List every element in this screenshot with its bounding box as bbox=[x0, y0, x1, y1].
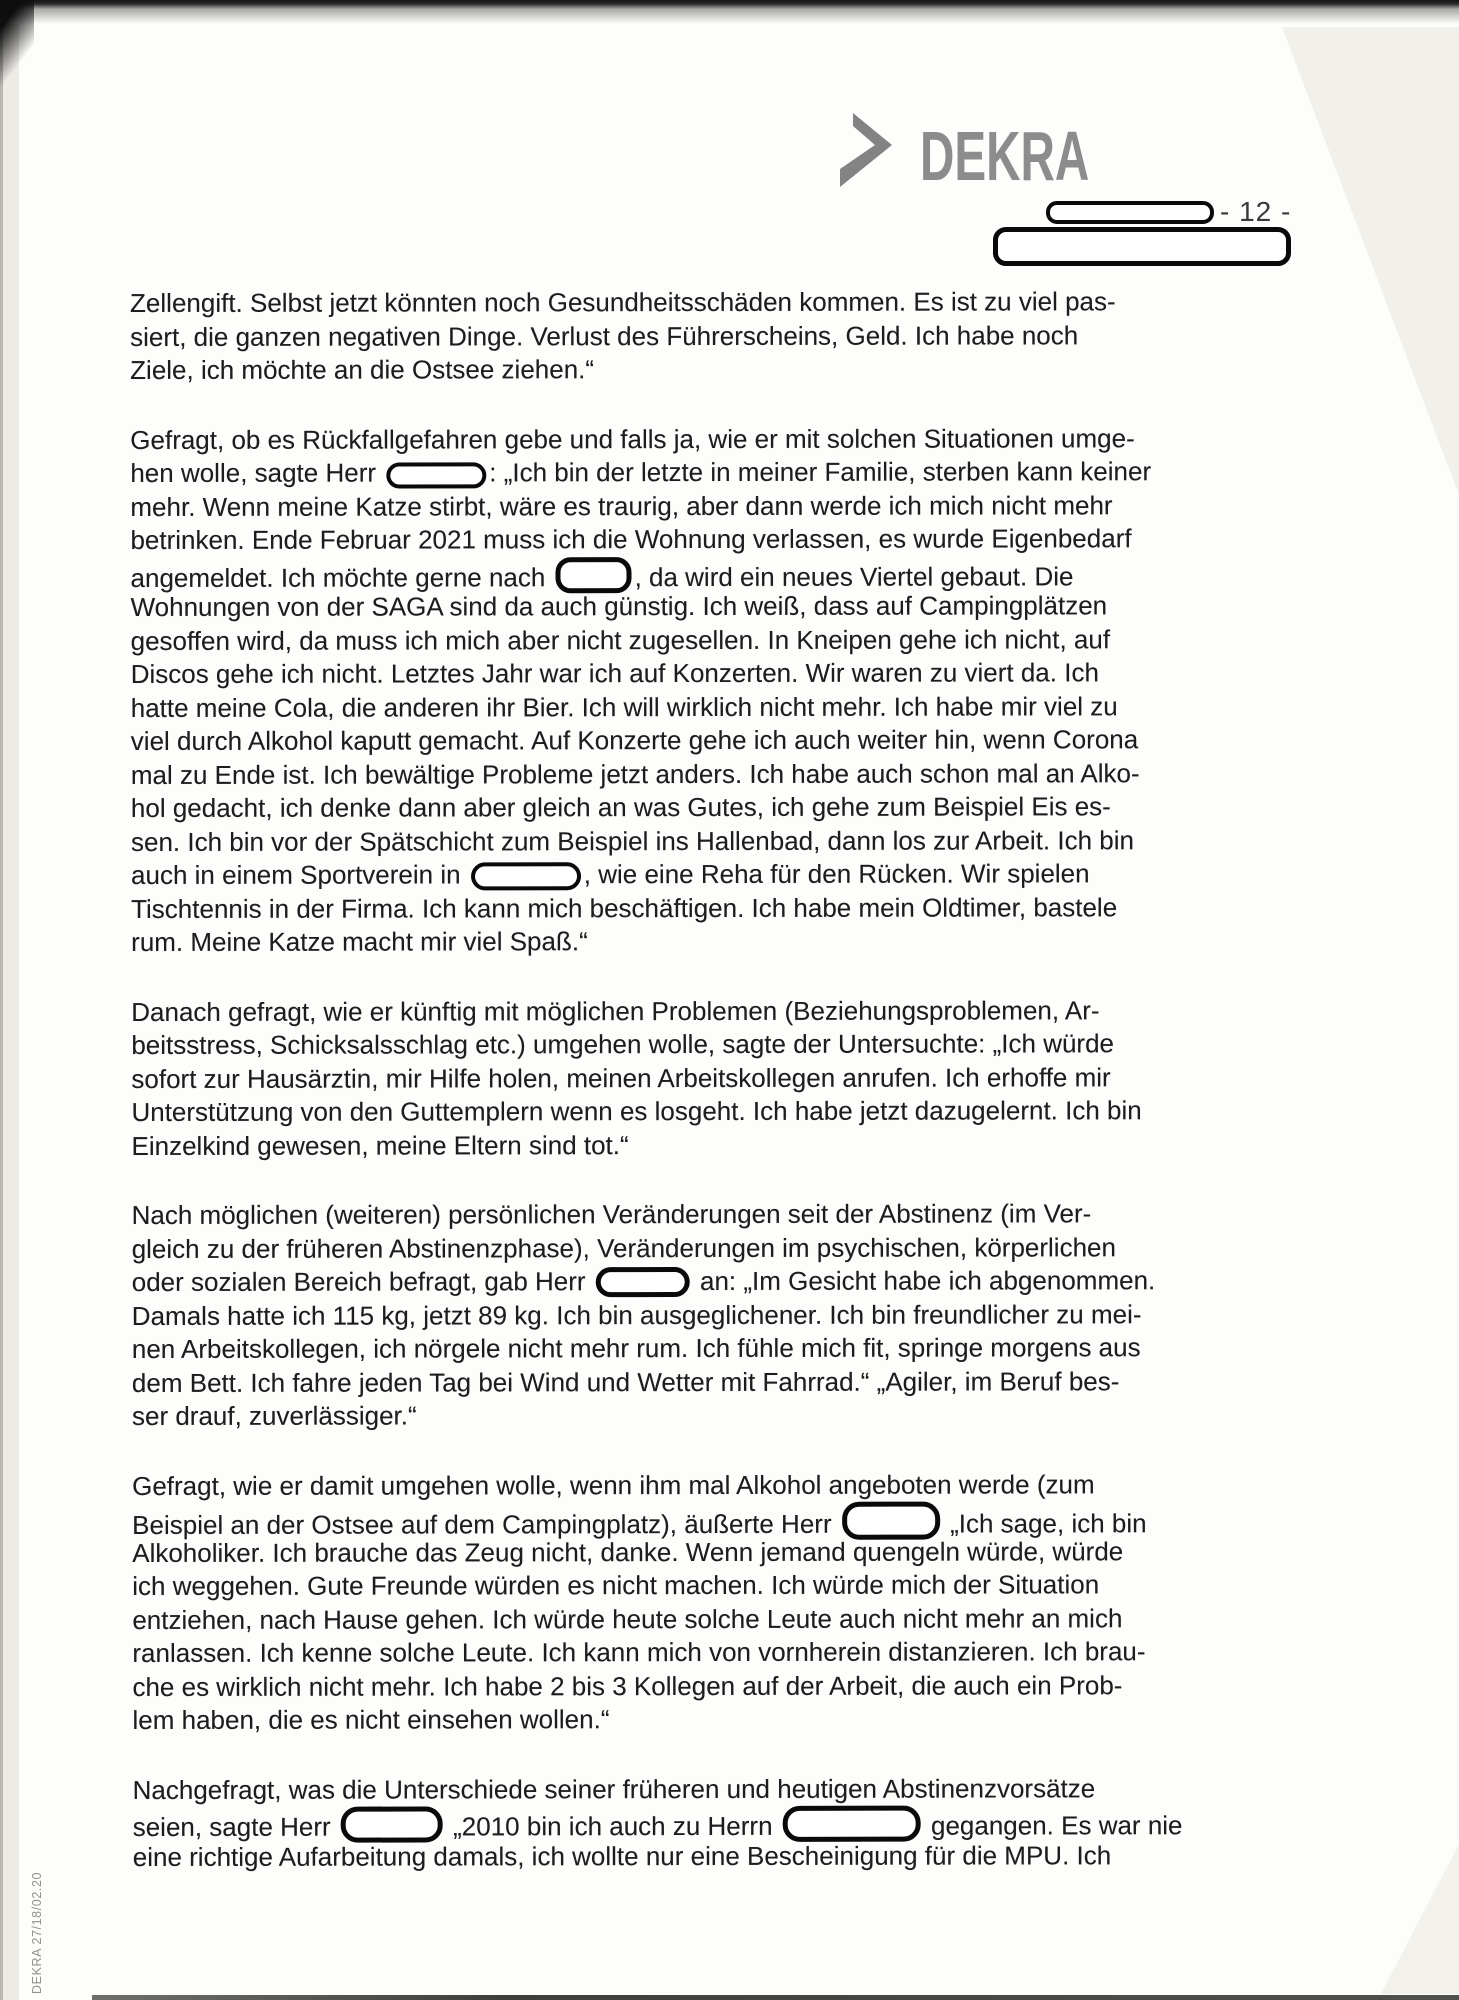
dekra-arrow-icon bbox=[838, 113, 896, 187]
dekra-logo bbox=[838, 113, 1098, 193]
text-segment: : „Ich bin der letzte in meiner Familie, sterben kann keiner bbox=[489, 456, 1152, 488]
text-line bbox=[132, 1331, 1352, 1367]
text-segment: dem Bett. Ich fahre jeden Tag bei Wind und Wetter mit Fahrrad.“ „Agiler, im Beruf bes- bbox=[131, 1365, 1120, 1398]
text-line bbox=[131, 756, 1351, 792]
text-line bbox=[132, 1264, 1352, 1300]
scan-corner-top-left bbox=[0, 0, 34, 100]
redaction-box bbox=[842, 1502, 940, 1540]
text-segment: auch in einem Sportverein in bbox=[131, 859, 468, 890]
document-body bbox=[130, 285, 1353, 1910]
text-segment: nen Arbeitskollegen, ich nörgele nicht mehr rum. Ich fühle mich fit, springe morgens aus bbox=[131, 1332, 1141, 1364]
text-line bbox=[130, 522, 1350, 558]
redaction-box bbox=[993, 227, 1291, 266]
text-line bbox=[131, 622, 1351, 658]
scan-edge-left-line bbox=[0, 0, 3, 2000]
text-line bbox=[132, 1501, 1352, 1540]
text-line bbox=[131, 890, 1351, 926]
redaction-box bbox=[556, 557, 632, 593]
text-segment: , wie eine Reha für den Rücken. Wir spielen bbox=[583, 858, 1090, 890]
text-line bbox=[132, 1635, 1352, 1671]
text-segment: „Ich sage, ich bin bbox=[942, 1508, 1147, 1539]
text-segment: ich weggehen. Gute Freunde würden es nicht machen. Ich würde mich der Situation bbox=[132, 1569, 1100, 1601]
text-segment: „2010 bin ich auch zu Herrn bbox=[445, 1810, 780, 1842]
text-segment: betrinken. Ende Februar 2021 muss ich die Wohnung verlassen, es wurde Eigenbedarf bbox=[130, 523, 1132, 555]
text-segment: Unterstützung von den Guttemplern wenn es losgeht. Ich habe jetzt dazugelernt. Ich bin bbox=[131, 1095, 1142, 1127]
text-segment: sen. Ich bin vor der Spätschicht zum Beispiel ins Hallenbad, dann los zur Arbeit. Ich bin bbox=[130, 824, 1134, 857]
text-segment: Beispiel an der Ostsee auf dem Campingplatz), äußerte Herr bbox=[132, 1508, 839, 1540]
text-segment: Gefragt, wie er damit umgehen wolle, wenn ihm mal Alkohol angeboten werde (zum bbox=[132, 1468, 1095, 1501]
text-segment: che es wirklich nicht mehr. Ich habe 2 bis 3 Kollegen auf der Arbeit, die auch ein Prob- bbox=[132, 1669, 1123, 1702]
text-line bbox=[132, 1668, 1352, 1704]
text-segment: Ziele, ich möchte an die Ostsee ziehen.“ bbox=[130, 354, 595, 385]
brand-text: DEKRA bbox=[920, 117, 1090, 195]
text-segment: Wohnungen von der SAGA sind da auch günstig. Ich weiß, dass auf Campingplätzen bbox=[130, 590, 1108, 622]
text-segment: hol gedacht, ich denke dann aber gleich an was Gutes, ich gehe zum Beispiel Eis es- bbox=[130, 791, 1111, 823]
text-line bbox=[132, 1398, 1352, 1434]
paragraph bbox=[133, 1771, 1353, 1874]
text-line bbox=[132, 1297, 1352, 1333]
text-segment: , da wird ein neues Viertel gebaut. Die bbox=[634, 560, 1074, 592]
text-line bbox=[133, 1771, 1353, 1807]
text-segment: Damals hatte ich 115 kg, jetzt 89 kg. Ich bin ausgeglichener. Ich bin freundlicher zu mei- bbox=[131, 1298, 1142, 1331]
text-line bbox=[132, 1364, 1352, 1400]
text-line bbox=[131, 1027, 1351, 1063]
text-line bbox=[132, 1467, 1352, 1503]
text-segment: hatte meine Cola, die anderen ihr Bier. Ich will wirklich nicht mehr. Ich habe mir viel zu bbox=[130, 690, 1118, 723]
text-segment: Discos gehe ich nicht. Letztes Jahr war ich auf Konzerten. Wir waren zu viert da. Ich bbox=[130, 657, 1099, 689]
text-line bbox=[131, 823, 1351, 859]
text-line bbox=[132, 1197, 1352, 1233]
text-segment: an: „Im Gesicht habe ich abgenommen. bbox=[692, 1265, 1156, 1297]
text-segment: rum. Meine Katze macht mir viel Spaß.“ bbox=[131, 926, 588, 957]
text-line bbox=[130, 488, 1350, 524]
text-line bbox=[132, 1601, 1352, 1637]
text-segment: mal zu Ende ist. Ich bewältige Probleme jetzt anders. Ich habe auch schon mal an Alko- bbox=[130, 757, 1140, 790]
redaction-box bbox=[386, 462, 486, 488]
text-segment: Nach möglichen (weiteren) persönlichen Veränderungen seit der Abstinenz (im Ver- bbox=[131, 1198, 1092, 1230]
text-segment: Tischtennis in der Firma. Ich kann mich beschäftigen. Ich habe mein Oldtimer, bastele bbox=[131, 891, 1118, 924]
scan-edge-bottom bbox=[92, 1995, 1459, 2000]
text-segment: gegangen. Es war nie bbox=[923, 1810, 1183, 1841]
text-segment: eine richtige Aufarbeitung damals, ich wollte nur eine Bescheinigung für die MPU. Ich bbox=[132, 1839, 1112, 1872]
text-segment: lem haben, die es nicht einsehen wollen.“ bbox=[132, 1704, 610, 1735]
text-line bbox=[130, 455, 1350, 491]
text-segment: Gefragt, ob es Rückfallgefahren gebe und falls ja, wie er mit solchen Situationen umge- bbox=[130, 422, 1135, 455]
text-line bbox=[131, 656, 1351, 692]
text-line bbox=[131, 1127, 1351, 1163]
text-line bbox=[131, 589, 1351, 625]
paragraph bbox=[130, 285, 1350, 388]
text-line bbox=[131, 790, 1351, 826]
text-segment: beitsstress, Schicksalsschlag etc.) umgehen wolle, sagte der Untersuchte: „Ich würde bbox=[131, 1028, 1115, 1060]
text-line bbox=[132, 1568, 1352, 1604]
paragraph bbox=[132, 1467, 1352, 1737]
text-line bbox=[130, 318, 1350, 354]
text-line bbox=[131, 857, 1351, 893]
text-segment: gesoffen wird, da muss ich mich aber nicht zugesellen. In Kneipen gehe ich nicht, auf bbox=[130, 623, 1111, 656]
redaction-box bbox=[1046, 201, 1214, 224]
text-segment: Einzelkind gewesen, meine Eltern sind tot.“ bbox=[131, 1129, 629, 1161]
paragraph bbox=[132, 1197, 1352, 1434]
page-number: - 12 - bbox=[1220, 196, 1292, 227]
text-line bbox=[132, 1702, 1352, 1738]
scan-edge-top bbox=[0, 0, 1459, 26]
text-line bbox=[133, 1805, 1353, 1841]
redaction-box bbox=[783, 1806, 921, 1842]
text-line bbox=[131, 1094, 1351, 1130]
text-line bbox=[130, 421, 1350, 457]
text-segment: oder sozialen Bereich befragt, gab Herr bbox=[131, 1266, 593, 1297]
text-line bbox=[131, 723, 1351, 759]
text-segment: entziehen, nach Hause gehen. Ich würde heute solche Leute auch nicht mehr an mich bbox=[132, 1602, 1123, 1635]
text-line bbox=[131, 924, 1351, 960]
text-segment: ranlassen. Ich kenne solche Leute. Ich kann mich von vornherein distanzieren. Ich brau- bbox=[132, 1636, 1146, 1668]
text-line bbox=[130, 555, 1350, 591]
text-segment: Alkoholiker. Ich brauche das Zeug nicht, danke. Wenn jemand quengeln würde, würde bbox=[132, 1535, 1124, 1568]
redaction-box bbox=[471, 862, 581, 890]
redaction-box bbox=[341, 1806, 443, 1842]
text-line bbox=[130, 285, 1350, 321]
scan-edge-left-strip bbox=[3, 24, 19, 2000]
text-segment: viel durch Alkohol kaputt gemacht. Auf Konzerte gehe ich auch weiter hin, wenn Corona bbox=[130, 724, 1139, 756]
text-segment: Zellengift. Selbst jetzt könnten noch Gesundheitsschäden kommen. Es ist zu viel pas- bbox=[130, 286, 1116, 318]
doc-code: DEKRA 27/18/02.20 bbox=[30, 1871, 44, 1994]
text-segment: Nachgefragt, was die Unterschiede seiner früheren und heutigen Abstinenzvorsätze bbox=[132, 1772, 1096, 1805]
text-segment: angemeldet. Ich möchte gerne nach bbox=[130, 561, 553, 593]
redaction-box bbox=[596, 1267, 690, 1297]
paragraph bbox=[130, 421, 1351, 959]
text-line bbox=[130, 352, 1350, 388]
text-line bbox=[131, 993, 1351, 1029]
text-segment: ser drauf, zuverlässiger.“ bbox=[131, 1400, 417, 1431]
text-line bbox=[131, 689, 1351, 725]
text-line bbox=[132, 1534, 1352, 1570]
text-line bbox=[131, 1060, 1351, 1096]
text-line bbox=[132, 1230, 1352, 1266]
text-segment: mehr. Wenn meine Katze stirbt, wäre es traurig, aber dann werde ich mich nicht mehr bbox=[130, 489, 1113, 522]
text-segment: hen wolle, sagte Herr bbox=[130, 457, 384, 488]
text-segment: sofort zur Hausärztin, mir Hilfe holen, meinen Arbeitskollegen anrufen. Ich erhoffe mir bbox=[131, 1061, 1111, 1094]
text-segment: seien, sagte Herr bbox=[132, 1811, 338, 1842]
scan-corner-bottom-right bbox=[1381, 1844, 1459, 1994]
text-line bbox=[133, 1838, 1353, 1874]
text-segment: Danach gefragt, wie er künftig mit möglichen Problemen (Beziehungsproblemen, Ar- bbox=[131, 994, 1100, 1027]
text-segment: gleich zu der früheren Abstinenzphase), Veränderungen im psychischen, körperlichen bbox=[131, 1231, 1116, 1264]
text-segment: siert, die ganzen negativen Dinge. Verlust des Führerscheins, Geld. Ich habe noch bbox=[130, 319, 1079, 352]
paragraph bbox=[131, 993, 1351, 1163]
